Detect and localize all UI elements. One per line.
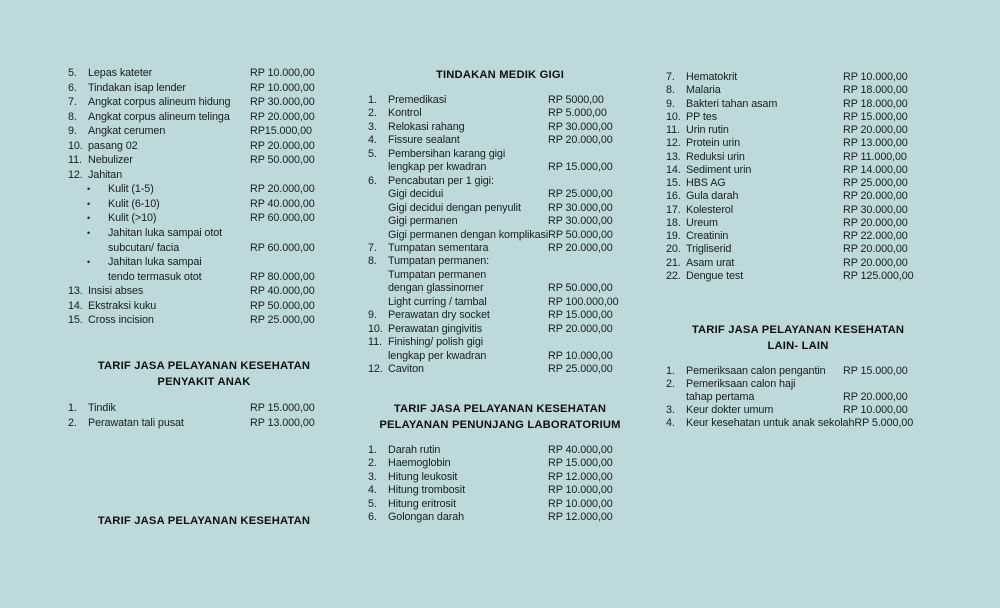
price-list-item xyxy=(368,255,619,268)
item-marker: 5. xyxy=(68,67,77,79)
title-line: LAIN- LAIN xyxy=(767,339,829,352)
item-label: Tumpatan sementara xyxy=(388,241,489,254)
item-label: Kulit (6-10) xyxy=(108,197,160,210)
item-marker: 21. xyxy=(666,256,681,269)
item-marker: 6. xyxy=(368,174,377,187)
item-price: RP 80.000,00 xyxy=(250,270,315,283)
price-list-item xyxy=(368,309,619,322)
item-price: RP 10.000,00 xyxy=(250,67,315,79)
item-label: Nebulizer xyxy=(88,154,133,167)
item-price: RP 15.000,00 xyxy=(843,110,908,123)
item-label: Bakteri tahan asam xyxy=(686,97,778,110)
item-marker: 4. xyxy=(368,484,377,497)
price-list-item xyxy=(68,416,315,431)
item-marker: 3. xyxy=(666,404,675,417)
item-marker: 12. xyxy=(666,137,681,150)
section-title-tindakan-medik-gigi: TINDAKAN MEDIK GIGI xyxy=(435,69,565,81)
item-marker: 7. xyxy=(666,71,675,83)
item-label: Gigi decidui dengan penyulit xyxy=(388,201,521,214)
item-marker: 8. xyxy=(68,110,77,123)
item-marker: 1. xyxy=(666,365,675,377)
item-price: RP 125.000,00 xyxy=(843,269,914,282)
laboratory-price-list-continued xyxy=(666,71,914,283)
item-marker: 11. xyxy=(68,154,82,167)
price-list-item xyxy=(666,164,914,177)
item-price: RP 15.000,00 xyxy=(548,161,613,174)
item-label: Jahitan luka sampai xyxy=(108,256,202,269)
price-list-item xyxy=(666,111,914,124)
item-label: tahap pertama xyxy=(686,391,755,404)
item-price: RP 60.000,00 xyxy=(250,212,315,225)
price-list-item xyxy=(666,243,914,256)
price-list-item xyxy=(666,391,913,404)
price-list-item xyxy=(666,177,914,190)
item-price: RP 20.000,00 xyxy=(548,241,613,254)
price-list-item xyxy=(368,471,613,484)
price-list-item xyxy=(368,444,613,457)
title-line: TARIF JASA PELAYANAN KESEHATAN xyxy=(691,324,905,336)
item-price: RP 20.000,00 xyxy=(250,110,315,123)
item-price: RP 60.000,00 xyxy=(250,241,315,254)
item-marker: 15. xyxy=(68,314,83,327)
item-label: Lepas kateter xyxy=(88,67,153,79)
price-list-item xyxy=(368,175,619,188)
title-line: TARIF JASA PELAYANAN KESEHATAN xyxy=(393,403,607,415)
item-label: Haemoglobin xyxy=(388,457,451,470)
item-label: Kulit (1-5) xyxy=(108,183,154,196)
item-marker: 4. xyxy=(666,417,675,430)
price-list-item xyxy=(368,242,619,255)
price-list-item xyxy=(68,153,315,168)
item-marker: 10. xyxy=(666,110,681,123)
item-marker: • xyxy=(87,228,91,239)
item-label: PP tes xyxy=(686,110,718,123)
price-list-item xyxy=(666,190,914,203)
item-label: Ekstraksi kuku xyxy=(88,299,157,312)
item-price: RP 30.000,00 xyxy=(250,96,315,109)
item-price: RP 25.000,00 xyxy=(548,363,613,376)
item-label: subcutan/ facia xyxy=(108,241,180,254)
item-price: RP 50.000,00 xyxy=(250,299,315,312)
item-marker: 16. xyxy=(666,190,681,203)
laboratory-price-list xyxy=(368,444,613,524)
item-price: RP 20.000,00 xyxy=(250,183,315,196)
item-label: Urin rutin xyxy=(686,124,729,137)
price-list-item xyxy=(68,110,315,125)
section-title-lain-lain xyxy=(666,323,930,354)
item-label: Relokasi rahang xyxy=(388,120,465,133)
item-price: RP 30.000,00 xyxy=(843,203,908,216)
item-label: Jahitan xyxy=(88,168,123,181)
price-list-item xyxy=(666,84,914,97)
price-list-item xyxy=(368,457,613,470)
item-price: RP 10.000,00 xyxy=(548,349,613,362)
price-list-item xyxy=(68,182,315,197)
item-marker: 12. xyxy=(68,168,83,181)
price-list-item xyxy=(368,484,613,497)
item-price: RP 20.000,00 xyxy=(843,216,908,229)
item-label: HBS AG xyxy=(686,177,726,190)
item-label: Finishing/ polish gigi xyxy=(388,336,484,349)
item-price: RP 25.000,00 xyxy=(250,314,315,327)
price-list-item xyxy=(368,202,619,215)
title-line: TARIF JASA PELAYANAN KESEHATAN xyxy=(97,360,311,372)
item-label: Perawatan gingivitis xyxy=(388,322,483,335)
item-marker: 5. xyxy=(368,147,377,160)
item-marker: 7. xyxy=(368,241,377,254)
item-label: Angkat cerumen xyxy=(88,125,166,138)
price-list-item xyxy=(666,270,914,283)
item-marker: 14. xyxy=(666,163,681,176)
item-price: RP 10.000,00 xyxy=(843,71,908,83)
medical-procedures-price-list xyxy=(68,66,315,328)
price-list-item xyxy=(68,124,315,139)
item-label: Gigi permanen dengan komplikasi xyxy=(388,228,549,241)
item-label: Hematokrit xyxy=(686,71,738,83)
item-marker: 7. xyxy=(68,96,77,109)
item-label: Cross incision xyxy=(88,314,154,327)
title-line: PENYAKIT ANAK xyxy=(157,375,251,388)
item-marker: 14. xyxy=(68,299,83,312)
item-price: RP 40.000,00 xyxy=(250,285,315,298)
price-list-item xyxy=(666,71,914,84)
item-price: RP 11.000,00 xyxy=(843,150,907,163)
item-label: Sediment urin xyxy=(686,163,752,176)
item-marker: 11. xyxy=(368,336,382,349)
price-list-item xyxy=(68,66,315,81)
price-list-item xyxy=(68,270,315,285)
item-price: RP 5.000,00 xyxy=(548,107,607,120)
item-marker: 5. xyxy=(368,497,377,510)
price-list-item xyxy=(68,313,315,328)
item-marker: 18. xyxy=(666,216,681,229)
item-price: RP 20.000,00 xyxy=(843,256,908,269)
item-price: RP 30.000,00 xyxy=(548,215,613,228)
item-price: RP 25.000,00 xyxy=(548,188,613,201)
item-marker: 1. xyxy=(68,402,77,414)
item-label: Pembersihan karang gigi xyxy=(388,147,506,160)
price-list-item xyxy=(68,95,315,110)
price-list-item xyxy=(68,226,315,241)
item-marker: 10. xyxy=(368,322,383,335)
item-price: RP 20.000,00 xyxy=(548,134,613,147)
item-marker: 1. xyxy=(368,444,377,456)
price-list-item xyxy=(368,215,619,228)
item-label: Protein urin xyxy=(686,137,741,150)
price-list-item xyxy=(368,323,619,336)
price-list-item xyxy=(368,121,619,134)
price-list-item xyxy=(68,401,315,416)
item-marker: 20. xyxy=(666,243,681,256)
item-price: RP 5000,00 xyxy=(548,94,604,106)
item-price: RP 20.000,00 xyxy=(250,139,315,152)
item-price: RP 15.000,00 xyxy=(548,457,613,470)
item-marker: 9. xyxy=(368,309,377,322)
item-label: Premedikasi xyxy=(388,94,447,106)
item-price: RP 20.000,00 xyxy=(843,190,908,203)
item-marker: 6. xyxy=(368,511,377,524)
item-label: Keur dokter umum xyxy=(686,404,774,417)
price-list-item xyxy=(68,241,315,256)
price-list-item xyxy=(68,299,315,314)
item-price: RP15.000,00 xyxy=(250,125,312,138)
item-marker: 3. xyxy=(368,120,377,133)
item-label: Gigi permanen xyxy=(388,215,458,228)
dental-procedures-price-list xyxy=(368,94,619,377)
section-title-laboratorium xyxy=(368,402,632,433)
item-price: RP 40.000,00 xyxy=(250,197,315,210)
item-price: RP 12.000,00 xyxy=(548,511,613,524)
item-label: Dengue test xyxy=(686,269,744,282)
price-list-item xyxy=(666,404,913,417)
price-list-item xyxy=(368,269,619,282)
item-marker: 12. xyxy=(368,363,383,376)
item-label: Darah rutin xyxy=(388,444,441,456)
price-list-item xyxy=(368,188,619,201)
item-label: Angkat corpus alineum telinga xyxy=(88,110,230,123)
item-price: RP 5.000,00 xyxy=(854,417,914,430)
item-price: RP 40.000,00 xyxy=(548,444,613,456)
item-marker: 2. xyxy=(368,107,377,120)
price-list-item xyxy=(368,107,619,120)
item-label: Hitung leukosit xyxy=(388,470,458,483)
section-title-footer: TARIF JASA PELAYANAN KESEHATAN xyxy=(97,515,311,527)
item-label: Light curring / tambal xyxy=(388,295,487,308)
price-list-item xyxy=(368,336,619,349)
price-list-item xyxy=(666,378,913,391)
item-marker: • xyxy=(87,257,91,268)
item-label: Asam urat xyxy=(686,256,735,269)
price-list-item xyxy=(68,81,315,96)
price-list-item xyxy=(368,511,613,524)
section-title-penyakit-anak xyxy=(74,359,334,390)
price-list-item xyxy=(368,161,619,174)
item-price: RP 18.000,00 xyxy=(843,84,908,97)
item-label: Insisi abses xyxy=(88,285,144,298)
left-column xyxy=(68,0,328,608)
penyakit-anak-price-list xyxy=(68,401,315,430)
lain-lain-price-list xyxy=(666,365,913,430)
item-marker: 13. xyxy=(68,285,83,298)
price-list-item xyxy=(368,229,619,242)
item-label: Hitung eritrosit xyxy=(388,497,457,510)
item-label: Tindakan isap lender xyxy=(88,81,186,94)
price-list-item xyxy=(68,284,315,299)
item-marker: 8. xyxy=(666,84,675,97)
price-list-item xyxy=(666,124,914,137)
item-price: RP 50.000,00 xyxy=(548,282,613,295)
item-marker: 6. xyxy=(68,81,77,94)
item-price: RP 15.000,00 xyxy=(250,402,315,414)
item-price: RP 30.000,00 xyxy=(548,120,613,133)
item-price: RP 18.000,00 xyxy=(843,97,908,110)
item-marker: 11. xyxy=(666,124,680,137)
price-list-item xyxy=(368,94,619,107)
item-label: Tumpatan permanen: xyxy=(388,255,490,268)
price-list-item xyxy=(666,417,913,430)
title-line: PELAYANAN PENUNJANG LABORATORIUM xyxy=(379,418,621,431)
item-label: Fissure sealant xyxy=(388,134,460,147)
item-price: RP 20.000,00 xyxy=(548,322,613,335)
price-list-item xyxy=(666,257,914,270)
price-list-item xyxy=(368,498,613,511)
price-list-item xyxy=(68,168,315,183)
item-price: RP 10.000,00 xyxy=(250,81,315,94)
item-marker: 3. xyxy=(368,470,377,483)
item-label: dengan glassinomer xyxy=(388,282,484,295)
item-label: lengkap per kwadran xyxy=(388,349,487,362)
item-marker: 15. xyxy=(666,177,681,190)
item-price: RP 22.000,00 xyxy=(843,230,908,243)
item-marker: 9. xyxy=(68,125,77,138)
item-label: Creatinin xyxy=(686,230,729,243)
item-label: Trigliserid xyxy=(686,243,732,256)
item-label: Tindik xyxy=(88,402,116,414)
item-marker: 19. xyxy=(666,230,681,243)
item-label: Golongan darah xyxy=(388,511,465,524)
item-label: Perawatan tali pusat xyxy=(88,416,184,429)
item-label: Kolesterol xyxy=(686,203,734,216)
item-price: RP 15.000,00 xyxy=(843,365,908,377)
price-list-item xyxy=(666,365,913,378)
item-marker: • xyxy=(87,213,91,224)
item-price: RP 50.000,00 xyxy=(250,154,315,167)
item-label: Gigi decidui xyxy=(388,188,444,201)
item-label: Tumpatan permanen xyxy=(388,268,487,281)
item-price: RP 12.000,00 xyxy=(548,470,613,483)
price-list-item xyxy=(68,211,315,226)
item-price: RP 14.000,00 xyxy=(843,163,908,176)
item-label: Reduksi urin xyxy=(686,150,745,163)
price-list-item xyxy=(68,197,315,212)
item-price: RP 20.000,00 xyxy=(843,243,908,256)
right-column xyxy=(666,0,930,608)
item-label: Gula darah xyxy=(686,190,739,203)
item-marker: 2. xyxy=(666,378,675,391)
price-list-item xyxy=(666,204,914,217)
item-label: Pencabutan per 1 gigi: xyxy=(388,174,494,187)
price-list-item xyxy=(368,282,619,295)
item-marker: 1. xyxy=(368,94,377,106)
price-list-item xyxy=(368,350,619,363)
item-label: Hitung trombosit xyxy=(388,484,466,497)
item-price: RP 13.000,00 xyxy=(250,416,315,429)
price-list-item xyxy=(666,217,914,230)
item-price: RP 10.000,00 xyxy=(548,484,613,497)
item-label: Malaria xyxy=(686,84,721,97)
item-marker: 10. xyxy=(68,139,83,152)
price-list-item xyxy=(666,137,914,150)
item-price: RP 100.000,00 xyxy=(548,295,619,308)
item-label: Ureum xyxy=(686,216,718,229)
item-price: RP 10.000,00 xyxy=(548,497,613,510)
item-label: Caviton xyxy=(388,363,424,376)
item-price: RP 20.000,00 xyxy=(843,124,908,137)
price-list-item xyxy=(368,363,619,376)
price-list-item xyxy=(368,134,619,147)
price-list-item xyxy=(68,139,315,154)
item-label: Perawatan dry socket xyxy=(388,309,490,322)
item-price: RP 15.000,00 xyxy=(548,309,613,322)
item-label: Kulit (>10) xyxy=(108,212,157,225)
price-list-item xyxy=(666,151,914,164)
item-price: RP 25.000,00 xyxy=(843,177,908,190)
item-label: lengkap per kwadran xyxy=(388,161,487,174)
item-marker: 13. xyxy=(666,150,681,163)
item-label: tendo termasuk otot xyxy=(108,270,202,283)
item-price: RP 13.000,00 xyxy=(843,137,908,150)
item-marker: • xyxy=(87,198,91,209)
price-list-item xyxy=(68,255,315,270)
price-list-item xyxy=(666,98,914,111)
item-marker: 2. xyxy=(68,416,77,429)
item-price: RP 10.000,00 xyxy=(843,404,908,417)
item-marker: 17. xyxy=(666,203,681,216)
item-price: RP 30.000,00 xyxy=(548,201,613,214)
item-marker: 9. xyxy=(666,97,675,110)
item-label: pasang 02 xyxy=(88,139,138,152)
item-label: Keur kesehatan untuk anak sekolah xyxy=(686,417,855,430)
item-marker: 4. xyxy=(368,134,377,147)
item-price: RP 20.000,00 xyxy=(843,391,908,404)
item-label: Angkat corpus alineum hidung xyxy=(88,96,231,109)
item-marker: 8. xyxy=(368,255,377,268)
price-list-item xyxy=(368,148,619,161)
item-label: Jahitan luka sampai otot xyxy=(108,227,223,240)
item-label: Pemeriksaan calon pengantin xyxy=(686,365,826,377)
item-marker: 2. xyxy=(368,457,377,470)
item-marker: • xyxy=(87,184,91,195)
item-label: Pemeriksaan calon haji xyxy=(686,378,796,391)
price-list-item xyxy=(666,230,914,243)
item-label: Kontrol xyxy=(388,107,422,120)
item-price: RP 50.000,00 xyxy=(548,228,613,241)
price-list-item xyxy=(368,296,619,309)
item-marker: 22. xyxy=(666,269,681,282)
middle-column xyxy=(368,0,632,608)
